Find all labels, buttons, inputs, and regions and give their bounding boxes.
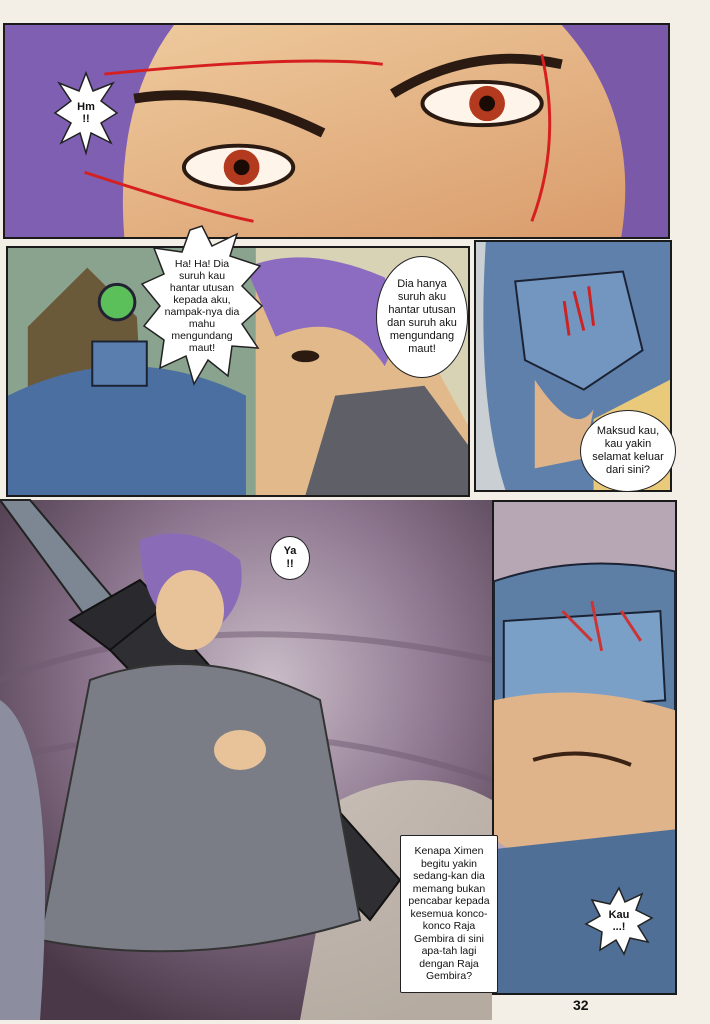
burst-kau bbox=[586, 888, 652, 954]
speech-bubble-warrior-text: Maksud kau, kau yakin selamat keluar dari sini? bbox=[592, 425, 664, 476]
speech-bubble-ya-line1: Ya bbox=[283, 545, 297, 557]
burst-kau-line1: Kau bbox=[608, 909, 630, 921]
panel-3-masked-warrior bbox=[474, 240, 672, 492]
speech-bubble-hero bbox=[376, 256, 468, 378]
burst-kau-line2: ...! bbox=[612, 921, 626, 933]
narration-caption-text: Kenapa Ximen begitu yakin sedang-kan dia memang bukan pencabar kepada kesemua konco-konco Raja Gembira di sini apa-tah lagi dengan Raja Gembira? bbox=[408, 845, 490, 983]
burst-laugh-text: Ha! Ha! Dia suruh kau hantar utusan kepada aku, nampak-nya dia mahu mengundang maut! bbox=[164, 258, 240, 354]
speech-bubble-hero-text: Dia hanya suruh aku hantar utusan dan suruh aku mengundang maut! bbox=[387, 278, 457, 355]
panel-1-eyes-closeup bbox=[3, 23, 670, 239]
speech-bubble-ya bbox=[270, 536, 310, 580]
panel-2-king-and-hero bbox=[6, 246, 470, 497]
speech-bubble-ya-line2: !! bbox=[286, 558, 294, 570]
burst-hm-line2: !! bbox=[82, 113, 90, 125]
panel-5-warrior-closeup bbox=[408, 500, 677, 995]
narration-caption bbox=[400, 835, 498, 993]
burst-laugh bbox=[142, 226, 262, 386]
page-number: 32 bbox=[573, 997, 589, 1013]
burst-hm-line1: Hm bbox=[77, 101, 95, 113]
speech-bubble-warrior bbox=[580, 410, 676, 492]
burst-hm bbox=[55, 73, 117, 153]
